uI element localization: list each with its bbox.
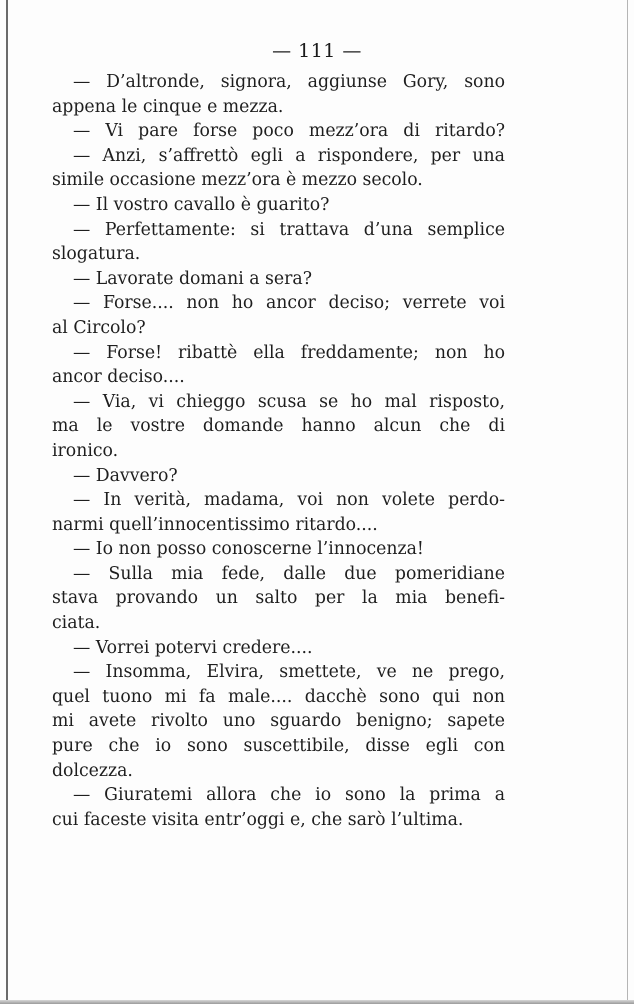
- text-line: ma le vostre domande hanno alcun che di: [52, 416, 505, 437]
- text-line: al Circolo?: [52, 317, 146, 338]
- text-line: — Sulla mia fede, dalle due pomeridiane: [73, 563, 505, 584]
- text-line: dolcezza.: [52, 760, 133, 781]
- text-line: — Lavorate domani a sera?: [73, 268, 312, 289]
- text-line: — D’altronde, signora, aggiunse Gory, sono: [73, 72, 505, 92]
- page-number: — 111 —: [272, 40, 362, 62]
- body-text: [52, 70, 505, 832]
- text-line: — Perfettamente: si trattava d’una semplice: [73, 219, 505, 240]
- page-right-edge: [627, 0, 628, 1004]
- text-line: appena le cinque e mezza.: [52, 96, 284, 117]
- text-line: slogatura.: [52, 244, 141, 265]
- text-line: — Anzi, s’affrettò egli a rispondere, per una: [73, 145, 505, 166]
- text-line: — Insomma, Elvira, smettete, ve ne prego,: [73, 662, 505, 683]
- text-line: ancor deciso....: [52, 367, 185, 388]
- text-line: narmi quell’innocentissimo ritardo....: [52, 514, 378, 535]
- text-line: — In verità, madama, voi non volete perdo-: [73, 490, 505, 511]
- text-line: — Forse.... non ho ancor deciso; verrete voi: [73, 293, 505, 314]
- text-line: — Vi pare forse poco mezz’ora di ritardo?: [73, 121, 505, 142]
- text-line: ciata.: [52, 613, 101, 634]
- page-binding-edge: [6, 0, 8, 1004]
- text-line: pure che io sono suscettibile, disse egli con: [52, 736, 505, 757]
- text-line: quel tuono mi fa male.... dacchè sono qui non: [52, 686, 505, 707]
- text-line: cui faceste visita entr’oggi e, che sarò l’ultima.: [52, 809, 464, 830]
- text-line: — Davvero?: [73, 465, 178, 486]
- text-line: — Via, vi chieggo scusa se ho mal risposto,: [73, 391, 505, 412]
- text-line: — Vorrei potervi credere....: [73, 637, 313, 658]
- text-line: simile occasione mezz’ora è mezzo secolo.: [52, 170, 423, 191]
- text-line: mi avete rivolto uno sguardo benigno; sapete: [52, 711, 505, 732]
- text-line: — Forse! ribattè ella freddamente; non ho: [73, 342, 505, 363]
- text-line: — Giuratemi allora che io sono la prima a: [73, 785, 505, 806]
- text-line: stava provando un salto per la mia benefi-: [52, 588, 505, 609]
- page-bottom-edge: [0, 1000, 634, 1004]
- text-line: ironico.: [52, 440, 119, 461]
- text-line: — Il vostro cavallo è guarito?: [73, 194, 330, 215]
- text-line: — Io non posso conoscerne l’innocenza!: [73, 539, 424, 560]
